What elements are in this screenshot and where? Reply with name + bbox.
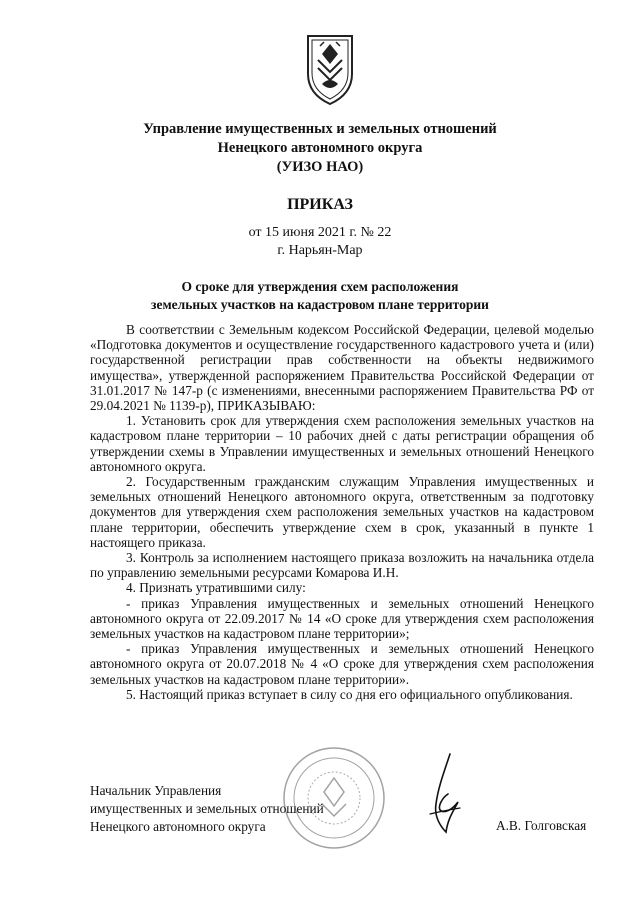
position-line3: Ненецкого автономного округа — [90, 819, 266, 834]
org-name-line2: Ненецкого автономного округа — [217, 140, 423, 156]
document-place: г. Нарьян-Мар — [277, 243, 363, 258]
coat-of-arms-icon — [300, 30, 360, 108]
clause-5: 5. Настоящий приказ вступает в силу со дня его официального опубликования. — [126, 686, 573, 702]
document-type: ПРИКАЗ — [287, 196, 353, 213]
signatory-position — [90, 782, 324, 836]
position-line1: Начальник Управления — [90, 783, 222, 798]
org-name-line1: Управление имущественных и земельных отношений — [143, 121, 497, 137]
preamble-paragraph: В соответствии с Земельным кодексом Российской Федерации, целевой моделью «Подготовка документов и осуществление государственного кадастрового учета и (или) государственной регистрации прав собственности на объекты недвижимого имущества», утвержденной распоряжением Правительства Российской Федерации от 31.01.2017 № 147-р (с изменениями, внесенными распоряжением Правительства РФ от 29.04.2021 № 1139-р), ПРИКАЗЫВАЮ: — [90, 322, 594, 414]
org-abbreviation: (УИЗО НАО) — [276, 159, 364, 175]
document-date-number: от 15 июня 2021 г. № 22 — [248, 225, 392, 240]
position-line2: имущественных и земельных отношений — [90, 801, 324, 816]
handwritten-signature-icon — [418, 752, 468, 836]
clause-4-item-a: - приказ Управления имущественных и земельных отношений Ненецкого автономного округа от 22.09.2017 № 14 «О сроке для утверждения схем расположения земельных участков на кадастровом плане территории»; — [90, 595, 594, 642]
clause-1: 1. Установить срок для утверждения схем расположения земельных участков на кадастровом плане территории – 10 рабочих дней с даты регистрации обращения об утверждении схемы в Управлении имущественных и земельных отношений Ненецкого автономного округа. — [90, 413, 594, 474]
signatory-name: А.В. Голговская — [496, 818, 587, 833]
title-line1: О сроке для утверждения схем расположения — [181, 279, 459, 294]
title-line2: земельных участков на кадастровом плане территории — [151, 297, 489, 312]
clause-2: 2. Государственным гражданским служащим Управления имущественных и земельных отношений Ненецкого автономного округа, ответственным за подготовку документов для утверждения схем расположения земельных участков на кадастровом плане территории, обеспечить утверждение схем в срок, указанный в пункте 1 настоящего приказа. — [90, 474, 594, 550]
clause-3: 3. Контроль за исполнением настоящего приказа возложить на начальника отдела по управлению земельными ресурсами Комарова И.Н. — [90, 550, 594, 581]
clause-4: 4. Признать утратившими силу: — [126, 580, 306, 596]
document-meta — [0, 224, 640, 260]
document-body — [90, 322, 594, 702]
organization-header — [0, 120, 640, 177]
document-title — [0, 278, 640, 314]
clause-4-item-b: - приказ Управления имущественных и земельных отношений Ненецкого автономного округа от 20.07.2018 № 4 «О сроке для утверждения схем расположения земельных участков на кадастровом плане территории». — [90, 641, 594, 687]
